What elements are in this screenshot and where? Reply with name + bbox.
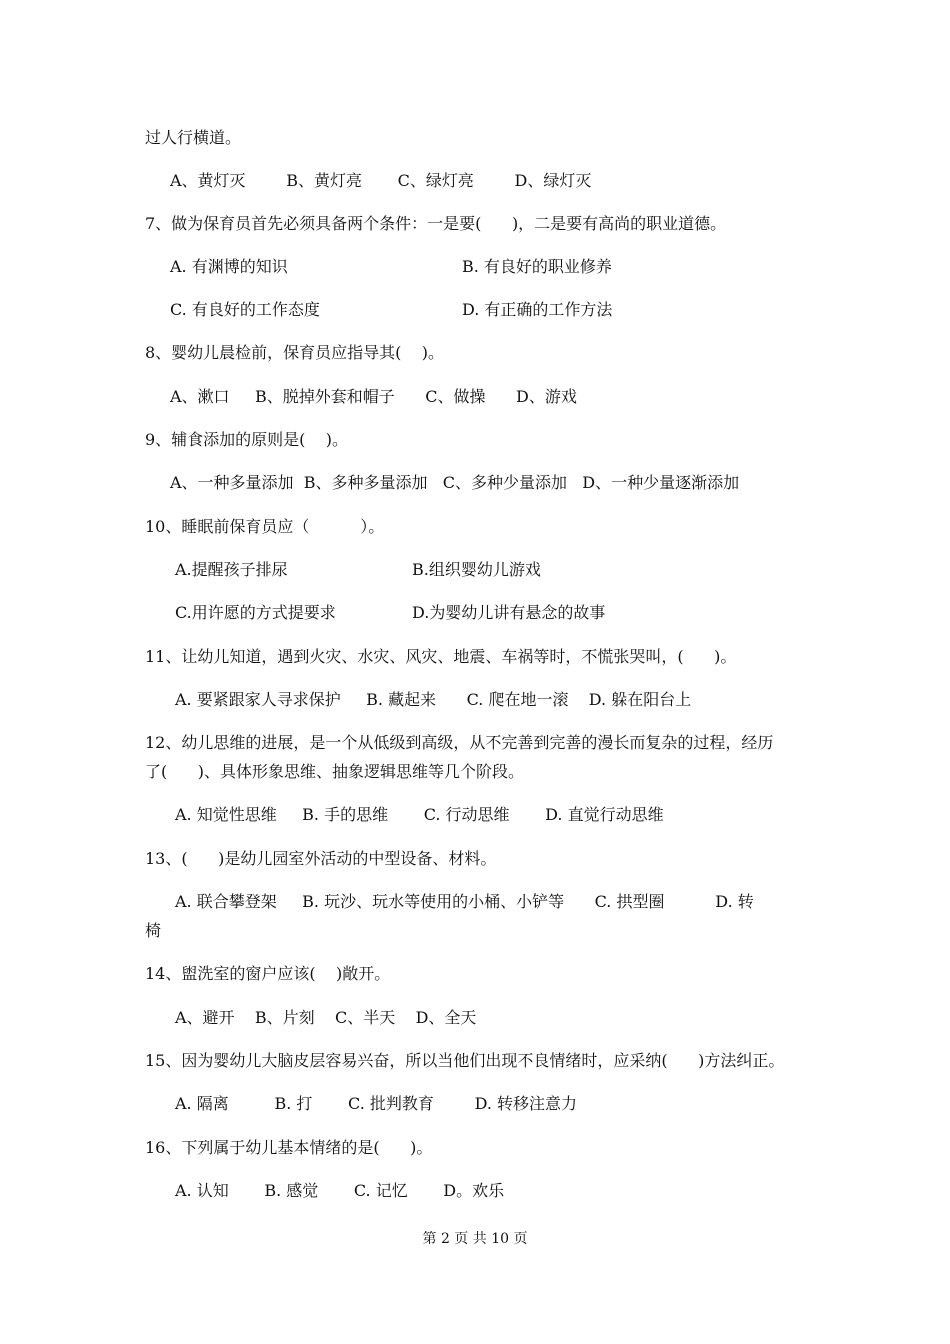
options-q9: A、一种多量添加 B、多种多量添加 C、多种少量添加 D、一种少量逐渐添加 <box>170 473 740 492</box>
options-q6: A、黄灯灭 B、黄灯亮 C、绿灯亮 D、绿灯灭 <box>170 171 592 190</box>
option-7c: C. 有良好的工作态度 <box>170 300 320 319</box>
question-13: 13、( )是幼儿园室外活动的中型设备、材料。 <box>145 849 497 868</box>
question-8: 8、婴幼儿晨检前，保育员应指导其( )。 <box>145 343 445 362</box>
question-11: 11、让幼儿知道，遇到火灾、水灾、风灾、地震、车祸等时，不慌张哭叫，( )。 <box>145 647 737 666</box>
options-q13-continued: 椅 <box>145 921 162 940</box>
question-16: 16、下列属于幼儿基本情绪的是( )。 <box>145 1138 433 1157</box>
question-7: 7、做为保育员首先必须具备两个条件：一是要( )，二是要有高尚的职业道德。 <box>145 214 727 233</box>
question-10: 10、睡眠前保育员应（ ）。 <box>145 517 385 536</box>
text-line: 过人行横道。 <box>145 128 242 147</box>
options-q15: A. 隔离 B. 打 C. 批判教育 D. 转移注意力 <box>175 1094 577 1113</box>
options-q11: A. 要紧跟家人寻求保护 B. 藏起来 C. 爬在地一滚 D. 躲在阳台上 <box>175 690 692 709</box>
options-q13: A. 联合攀登架 B. 玩沙、玩水等使用的小桶、小铲等 C. 拱型圈 D. 转 <box>175 892 754 911</box>
question-12-continued: 了( )、具体形象思维、抽象逻辑思维等几个阶段。 <box>145 762 525 781</box>
option-7a: A. 有渊博的知识 <box>170 257 288 276</box>
page-footer: 第 2 页 共 10 页 <box>422 1231 528 1247</box>
question-12: 12、幼儿思维的进展，是一个从低级到高级，从不完善到完善的漫长而复杂的过程，经历 <box>145 733 774 752</box>
option-10d: D.为婴幼儿讲有悬念的故事 <box>412 603 606 622</box>
options-q16: A. 认知 B. 感觉 C. 记忆 D。欢乐 <box>175 1181 505 1200</box>
option-10a: A.提醒孩子排尿 <box>175 560 288 579</box>
options-q14: A、避开 B、片刻 C、半天 D、全天 <box>175 1008 477 1027</box>
option-7d: D. 有正确的工作方法 <box>462 300 613 319</box>
options-q12: A. 知觉性思维 B. 手的思维 C. 行动思维 D. 直觉行动思维 <box>175 805 664 824</box>
options-q8: A、漱口 B、脱掉外套和帽子 C、做操 D、游戏 <box>170 387 577 406</box>
question-14: 14、盥洗室的窗户应该( )敞开。 <box>145 964 391 983</box>
option-10c: C.用许愿的方式提要求 <box>175 603 336 622</box>
question-15: 15、因为婴幼儿大脑皮层容易兴奋，所以当他们出现不良情绪时，应采纳( )方法纠正。 <box>145 1051 785 1070</box>
question-9: 9、辅食添加的原则是( )。 <box>145 430 349 449</box>
option-10b: B.组织婴幼儿游戏 <box>412 560 541 579</box>
option-7b: B. 有良好的职业修养 <box>462 257 612 276</box>
